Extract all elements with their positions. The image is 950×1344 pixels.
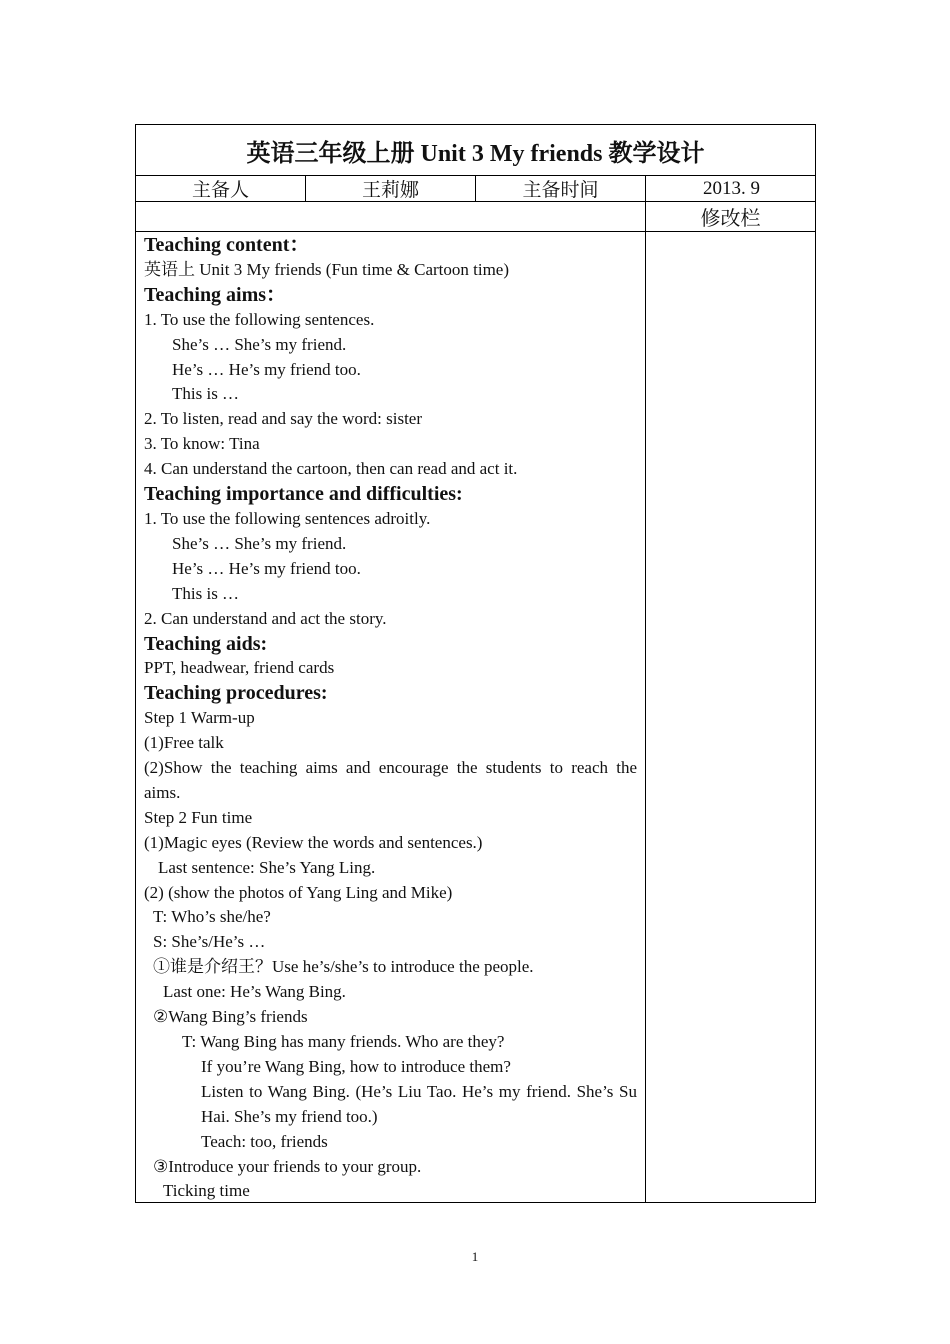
procedure-item: (2) (show the photos of Yang Ling and Mike) (144, 882, 453, 902)
importance-item: He’s … He’s my friend too. (172, 558, 361, 578)
importance-heading: Teaching importance and difficulties: (144, 483, 463, 506)
date-value: 2013. 9 (703, 177, 760, 199)
procedure-item: Last one: He’s Wang Bing. (163, 982, 346, 1002)
aim-item: This is … (172, 384, 240, 404)
aim-item: 3. To know: Tina (144, 434, 260, 454)
aim-item: 4. Can understand the cartoon, then can read and act it. (144, 459, 518, 479)
aim-item: 2. To listen, read and say the word: sister (144, 409, 422, 429)
procedure-item: ①谁是介绍王？Use he’s/she’s to introduce the people. (153, 957, 534, 977)
preparer-label: 主备人 (136, 176, 306, 201)
teaching-aims-heading: Teaching aims： (144, 283, 287, 306)
procedure-item: T: Wang Bing has many friends. Who are they? (182, 1032, 505, 1051)
procedure-item: (1)Free talk (144, 733, 224, 753)
procedure-item: (2)Show the teaching aims and encourage the students to reach the aims. (144, 758, 637, 802)
teaching-content-heading: Teaching content： (144, 234, 310, 256)
importance-item: This is … (172, 583, 240, 603)
procedure-item: (1)Magic eyes (Review the words and sentences.) (144, 832, 483, 852)
importance-item: 2. Can understand and act the story. (144, 608, 387, 628)
lesson-content (136, 232, 646, 1202)
procedure-item: Last sentence: She’s Yang Ling. (158, 857, 376, 877)
procedure-item: S: She’s/He’s … (153, 932, 266, 952)
procedure-item: ②Wang Bing’s friends (153, 1007, 308, 1027)
body-row (135, 231, 816, 1203)
preparer-name: 王莉娜 (306, 176, 476, 201)
procedure-item: Teach: too, friends (201, 1131, 328, 1151)
aim-item: 1. To use the following sentences. (144, 309, 375, 329)
date-label: 主备时间 (476, 176, 646, 201)
procedure-item: ③Introduce your friends to your group. (153, 1156, 422, 1176)
procedure-item: If you’re Wang Bing, how to introduce them? (201, 1056, 511, 1076)
importance-item: 1. To use the following sentences adroitly. (144, 508, 431, 528)
procedure-step: Step 2 Fun time (144, 807, 253, 827)
aim-item: She’s … She’s my friend. (172, 334, 347, 354)
revision-label: 修改栏 (700, 208, 761, 230)
procedure-item: T: Who’s she/he? (153, 907, 271, 927)
aids-text: PPT, headwear, friend cards (144, 658, 335, 678)
procedures-heading: Teaching procedures: (144, 682, 328, 705)
page-number: 1 (471, 1249, 479, 1264)
procedure-item: Listen to Wang Bing. (He’s Liu Tao. He’s my friend. She’s Su Hai. She’s my friend too.) (201, 1081, 637, 1126)
revision-column (646, 232, 815, 1202)
teaching-content-text: 英语上 Unit 3 My friends (Fun time & Cartoon time) (144, 259, 509, 279)
aim-item: He’s … He’s my friend too. (172, 359, 361, 379)
revision-header-row (135, 201, 816, 231)
empty-cell (136, 202, 646, 231)
meta-row (135, 175, 816, 201)
importance-item: She’s … She’s my friend. (172, 533, 347, 553)
procedure-item: Ticking time (163, 1181, 250, 1201)
aids-heading: Teaching aids: (144, 632, 268, 655)
document-title: 英语三年级上册 Unit 3 My friends 教学设计 (135, 124, 816, 175)
procedure-step: Step 1 Warm-up (144, 708, 255, 728)
